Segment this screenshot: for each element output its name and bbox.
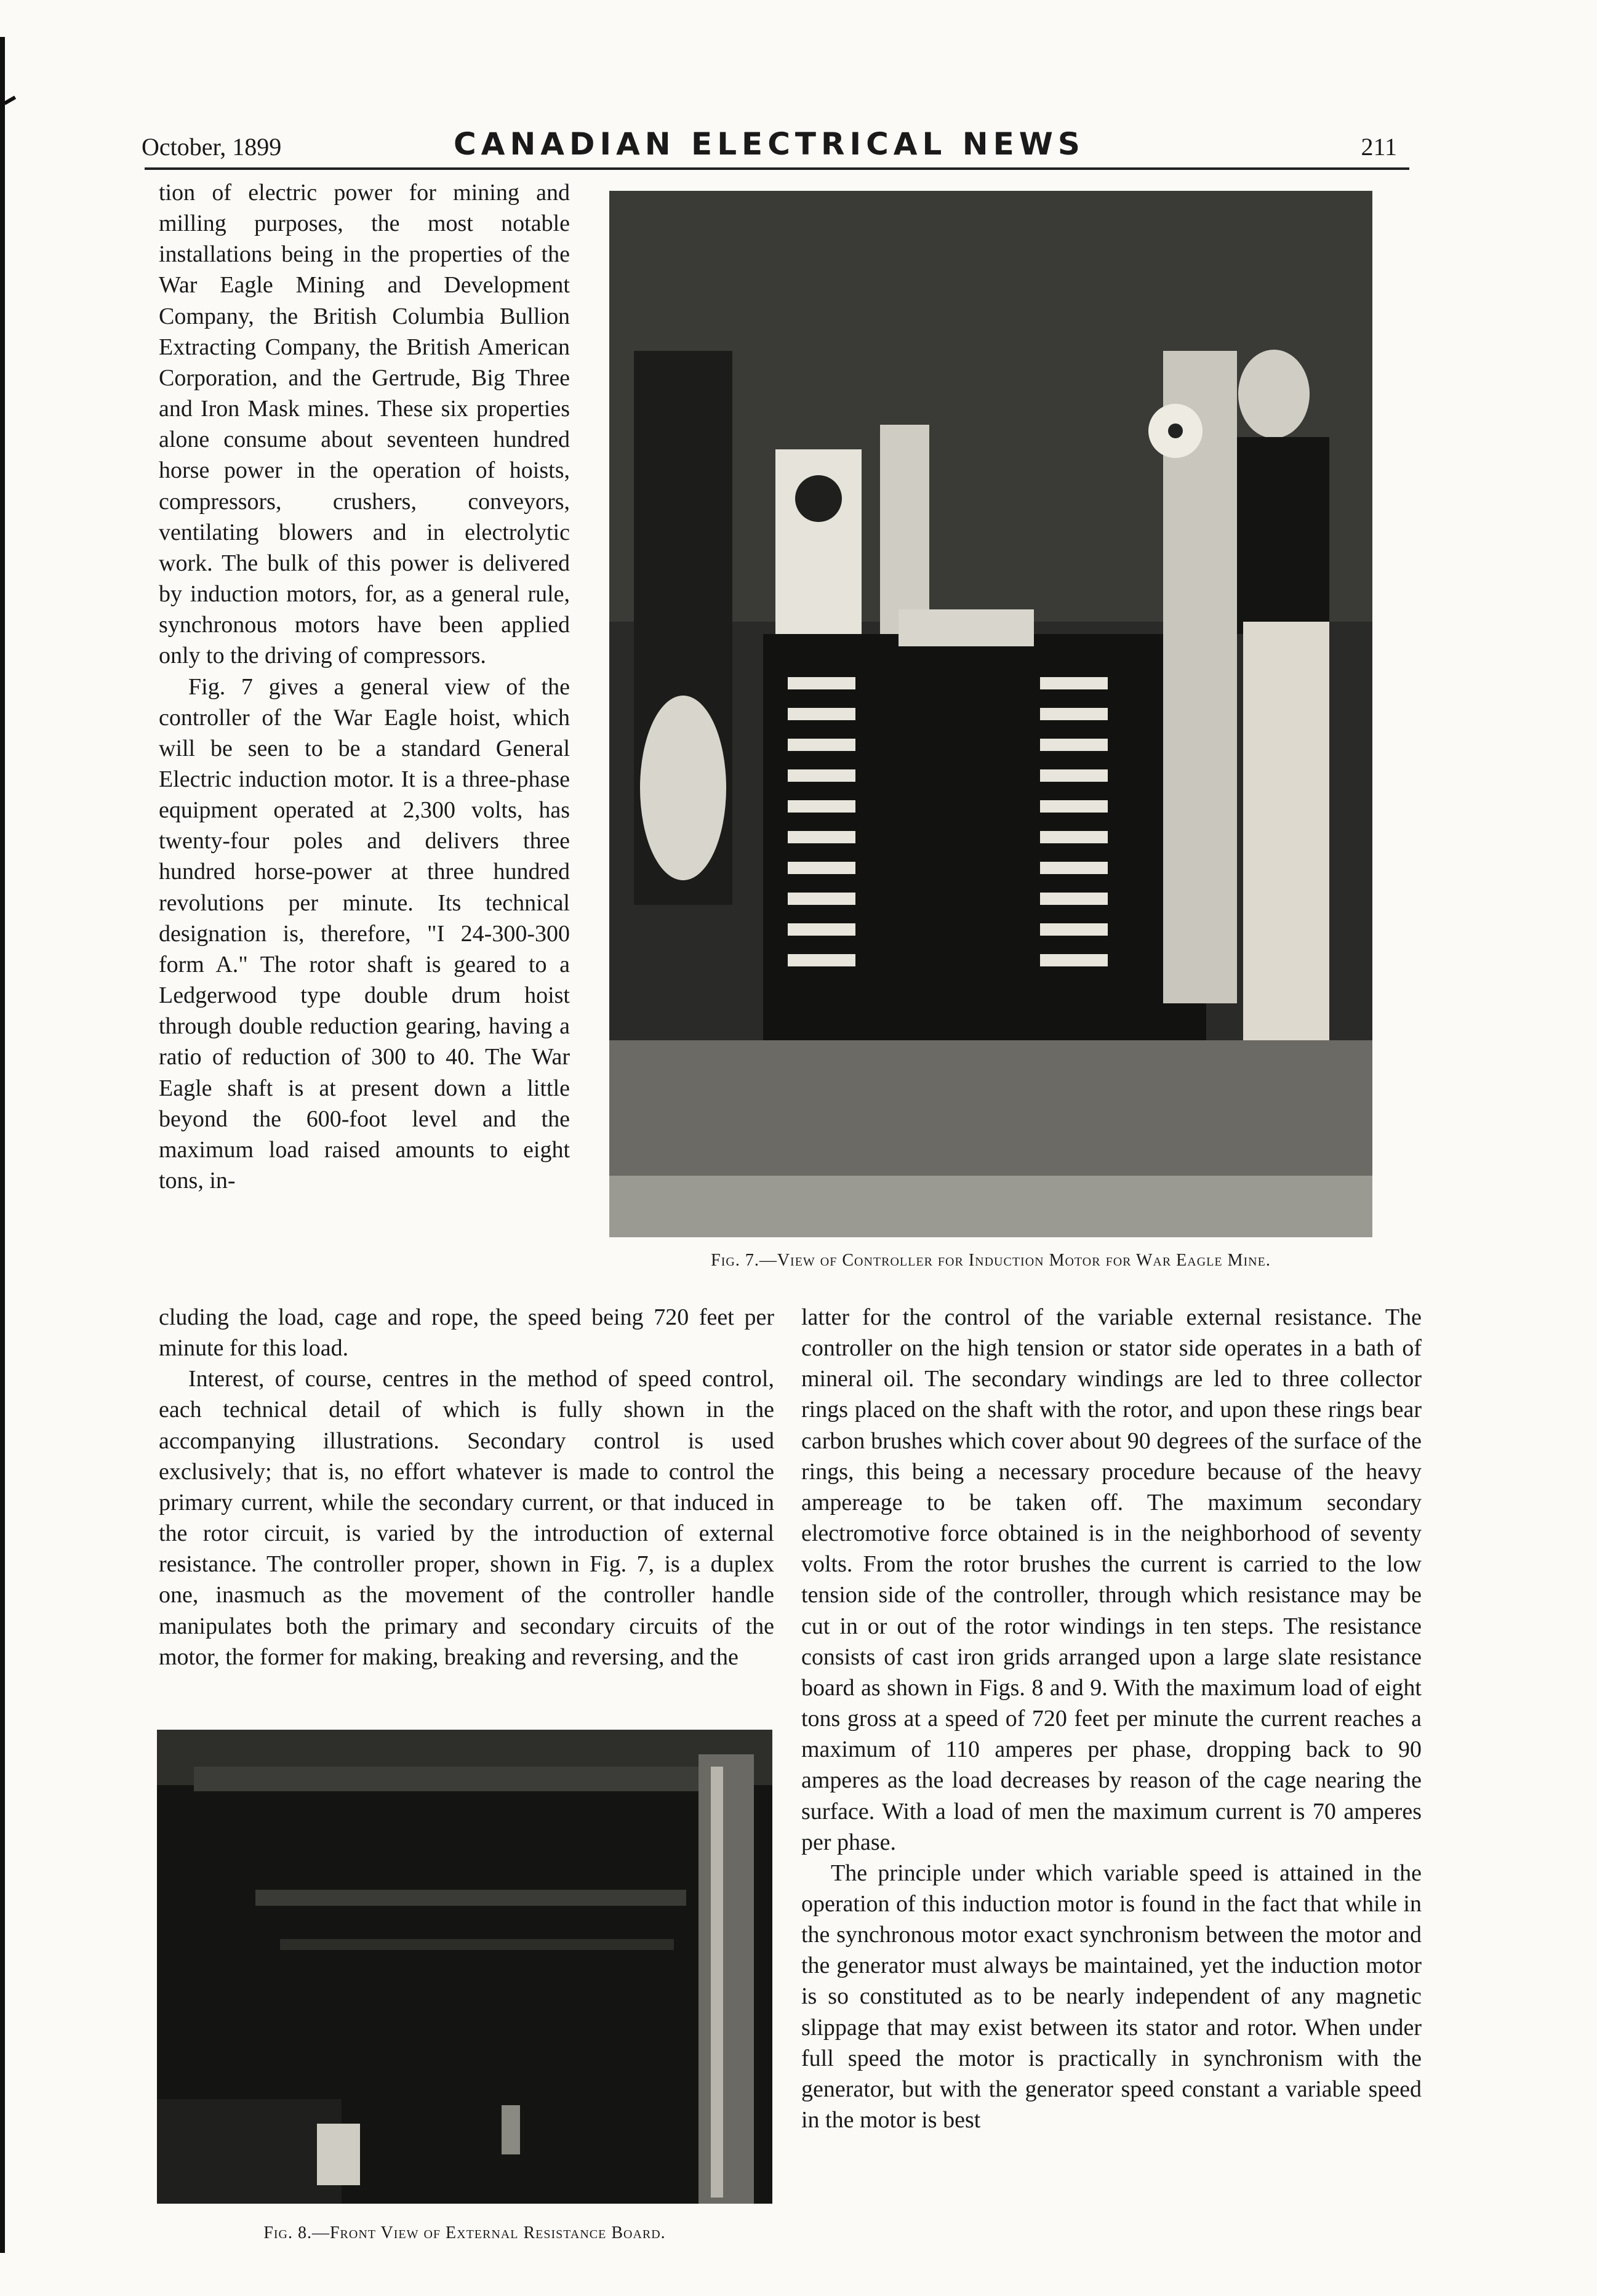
paragraph: The principle under which variable speed is attained in the operation of this induction motor is found in the fact that while in the synchronous motor exact synchronism between the motor and the generator must always be maintained, yet the induction motor is so constituted as to be nearly independent of any magnetic slippage that may exist between its stator and rotor. When under full speed the motor is practically in synchronism with the generator, but with the generator speed constant a variable speed in the motor is best	[801, 1860, 1422, 2133]
paragraph: Interest, of course, centres in the method of speed control, each technical detail of which is fully shown in the accompanying illustrations. Secondary control is used exclusively; that is, no effort whatever is made to control the primary current, while the secondary current, or that induced in the rotor circuit, is varied by the introduction of external resistance. The controller proper, shown in Fig. 7, is a duplex one, inasmuch as the movement of the controller handle manipulates both the primary and secondary circuits of the motor, the former for making, breaking and reversing, and the	[159, 1366, 774, 1670]
controller-photo	[609, 191, 1372, 1237]
scan-edge	[0, 37, 5, 2253]
left-column-top	[159, 177, 570, 1196]
figure-7-caption: Fig. 7.—View of Controller for Induction Motor for War Eagle Mine.	[711, 1251, 1271, 1270]
left-column-bottom	[159, 1302, 774, 1672]
page-number: 211	[1361, 133, 1397, 161]
paragraph: latter for the control of the variable external resistance. The controller on the high tension or stator side operates in a bath of mineral oil. The secondary windings are led to three collector rings placed on the shaft with the rotor, and upon these rings bear carbon brushes which cover about 90 degrees of the surface of the rings, this being a necessary procedure because of the heavy ampereage to be taken off. The maximum secondary electromotive force obtained is in the neighborhood of seventy volts. From the rotor brushes the current is carried to the low tension side of the controller, through which resistance may be cut in or out of the rotor windings in ten steps. The resistance consists of cast iron grids arranged upon a large slate resistance board as shown in Figs. 8 and 9. With the maximum load of eight tons gross at a speed of 720 feet per minute the current reaches a maximum of 110 amperes per phase, dropping back to 90 amperes as the load decreases by reason of the cage nearing the surface. With a load of men the maximum current is 70 amperes per phase.	[801, 1304, 1422, 1855]
figure-8-photo	[157, 1730, 772, 2204]
scan-edge-mark	[4, 95, 16, 105]
issue-date: October, 1899	[142, 133, 282, 161]
figure-7-photo	[609, 191, 1372, 1237]
masthead: CANADIAN ELECTRICAL NEWS	[454, 126, 1085, 162]
paragraph: cluding the load, cage and rope, the speed being 720 feet per minute for this load.	[159, 1304, 774, 1362]
header-rule	[145, 167, 1409, 170]
paragraph: tion of electric power for mining and milling purposes, the most notable installations being in the properties of the War Eagle Mining and Development Company, the British Columbia Bullion Extracting Company, the British American Corporation, and the Gertrude, Big Three and Iron Mask mines. These six properties alone consume about seventeen hundred horse power in the operation of hoists, compressors, crushers, conveyors, ventilating blowers and in electrolytic work. The bulk of this power is delivered by induction motors, for, as a general rule, synchronous motors have been applied only to the driving of compressors.	[159, 180, 570, 669]
page-header	[135, 126, 1403, 169]
paragraph: Fig. 7 gives a general view of the controller of the War Eagle hoist, which will be seen to be a standard General Electric induction motor. It is a three-phase equipment operated at 2,300 volts, has twenty-four poles and delivers three hundred horse-power at three hundred revolutions per minute. Its technical designation is, therefore, "I 24-300-300 form A." The rotor shaft is geared to a Ledgerwood type double drum hoist through double reduction gearing, having a ratio of reduction of 300 to 40. The War Eagle shaft is at present down a little beyond the 600-foot level and the maximum load raised amounts to eight tons, in-	[159, 673, 570, 1194]
resistance-board-photo	[157, 1730, 772, 2204]
right-column	[801, 1302, 1422, 2135]
figure-8-caption: Fig. 8.—Front View of External Resistance Board.	[263, 2223, 666, 2242]
